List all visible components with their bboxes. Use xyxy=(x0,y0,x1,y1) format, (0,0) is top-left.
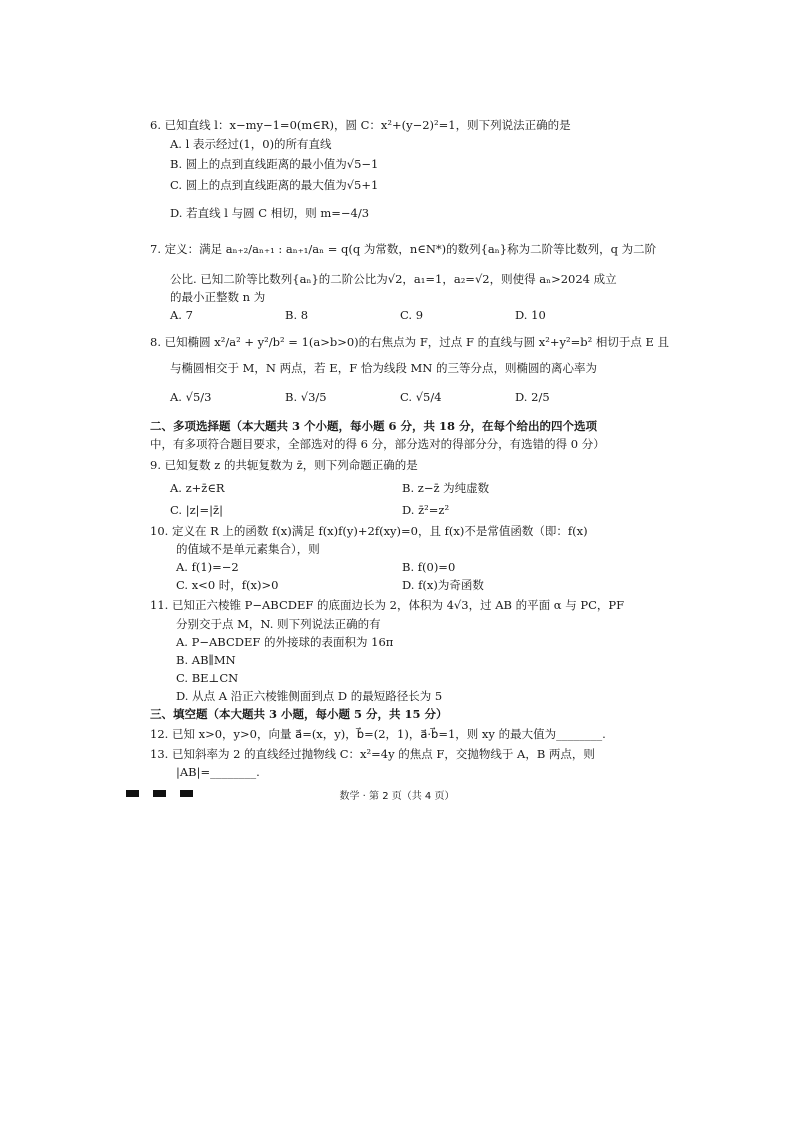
q11-option-d: D. 从点 A 沿正六棱锥侧面到点 D 的最短路径长为 5 xyxy=(176,689,443,703)
q9-option-c: C. |z|=|z̄| xyxy=(170,503,223,517)
q7-option-d: D. 10 xyxy=(515,308,546,322)
q7-option-a: A. 7 xyxy=(170,308,193,322)
q13-line1: 13. 已知斜率为 2 的直线经过抛物线 C：x²=4y 的焦点 F，交抛物线于 A，B 两点，则 xyxy=(150,747,595,761)
q13-line2: |AB|=________. xyxy=(176,765,260,779)
q7-option-b: B. 8 xyxy=(285,308,309,322)
q7-line3: 的最小正整数 n 为 xyxy=(170,290,266,304)
q8-option-d: D. 2/5 xyxy=(515,390,550,404)
q8-option-a: A. √5/3 xyxy=(170,390,212,404)
q11-line2: 分别交于点 M，N. 则下列说法正确的有 xyxy=(176,617,381,631)
q10-line1: 10. 定义在 R 上的函数 f(x)满足 f(x)f(y)+2f(xy)=0，且 f(x)不是常值函数（即：f(x) xyxy=(150,524,588,538)
q8-option-c: C. √5/4 xyxy=(400,390,442,404)
page-footer: 数学 · 第 2 页（共 4 页） xyxy=(339,791,455,802)
q11-option-c: C. BE⊥CN xyxy=(176,671,239,685)
q9-option-a: A. z+z̄∈R xyxy=(170,481,225,495)
section2-heading: 二、多项选择题（本大题共 3 个小题，每小题 6 分，共 18 分，在每个给出的四个选项 xyxy=(150,419,598,433)
q6-option-b: B. 圆上的点到直线距离的最小值为√5−1 xyxy=(170,157,379,171)
q9-option-d: D. z̄²=z² xyxy=(402,503,450,517)
q10-option-a: A. f(1)=−2 xyxy=(176,560,239,574)
q7-line2: 公比. 已知二阶等比数列{aₙ}的二阶公比为√2，a₁=1，a₂=√2，则使得 aₙ>2024 成立 xyxy=(170,272,617,286)
q6-option-a: A. l 表示经过(1，0)的所有直线 xyxy=(170,137,332,151)
q10-line2: 的值域不是单元素集合），则 xyxy=(176,542,320,556)
q11-line1: 11. 已知正六棱锥 P−ABCDEF 的底面边长为 2，体积为 4√3，过 AB 的平面 α 与 PC，PF xyxy=(150,598,625,612)
q7-option-c: C. 9 xyxy=(400,308,424,322)
q8-option-b: B. √3/5 xyxy=(285,390,327,404)
q12-stem: 12. 已知 x>0，y>0，向量 a⃗=(x，y)，b⃗=(2，1)，a⃗·b⃗=1，则 xy 的最大值为________. xyxy=(150,727,606,741)
q10-option-c: C. x<0 时，f(x)>0 xyxy=(176,578,279,592)
q7-line1: 7. 定义：满足 aₙ₊₂/aₙ₊₁ : aₙ₊₁/aₙ = q(q 为常数，n∈N*)的数列{aₙ}称为二阶等比数列，q 为二阶 xyxy=(150,242,657,256)
section2-note: 中，有多项符合题目要求，全部选对的得 6 分，部分选对的得部分分，有选错的得 0 分） xyxy=(150,437,605,451)
q8-line1: 8. 已知椭圆 x²/a² + y²/b² = 1(a>b>0)的右焦点为 F，过点 F 的直线与圆 x²+y²=b² 相切于点 E 且 xyxy=(150,335,670,349)
q6-option-c: C. 圆上的点到直线距离的最大值为√5+1 xyxy=(170,178,379,192)
q10-option-b: B. f(0)=0 xyxy=(402,560,456,574)
q8-line2: 与椭圆相交于 M，N 两点，若 E，F 恰为线段 MN 的三等分点，则椭圆的离心率为 xyxy=(170,361,597,375)
q9-option-b: B. z−z̄ 为纯虚数 xyxy=(402,481,490,495)
q11-option-b: B. AB∥MN xyxy=(176,653,236,667)
q11-option-a: A. P−ABCDEF 的外接球的表面积为 16π xyxy=(176,635,394,649)
q10-option-d: D. f(x)为奇函数 xyxy=(402,578,484,592)
section3-heading: 三、填空题（本大题共 3 小题，每小题 5 分，共 15 分） xyxy=(150,707,448,721)
q6-option-d: D. 若直线 l 与圆 C 相切，则 m=−4/3 xyxy=(170,206,370,220)
q6-stem: 6. 已知直线 l：x−my−1=0(m∈R)，圆 C：x²+(y−2)²=1，则下列说法正确的是 xyxy=(150,118,571,132)
q9-stem: 9. 已知复数 z 的共轭复数为 z̄，则下列命题正确的是 xyxy=(150,458,418,472)
